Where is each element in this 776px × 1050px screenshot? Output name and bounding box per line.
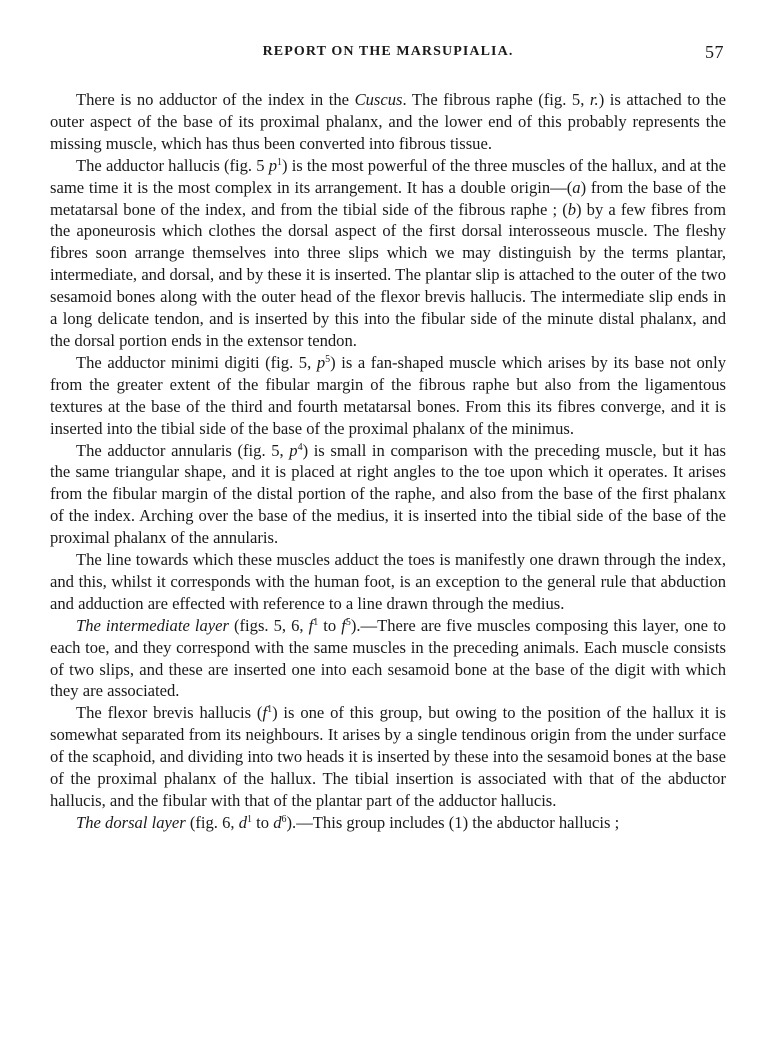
text-run: The flexor brevis hallucis (: [76, 703, 263, 723]
text-run: . The fibrous raphe (fig. 5,: [402, 90, 590, 109]
text-run: ) is the most powerful of the three muscles of the hallux, and at the same time it is the most complex in its arrangement. It has a double origin—(: [50, 155, 726, 197]
page-number: 57: [705, 42, 724, 62]
paragraph-adductor-minimi-digiti: [50, 352, 726, 440]
superscript: 1: [267, 704, 273, 716]
text-run: ) is one of this group, but owing to the position of the hallux it is somewhat separated from its neighbours. It arises by a single tendinous origin from the under surface of the scaphoid, and dividing into two heads it is inserted by these into the sesamoid bones at the base of the proximal phalanx of the hallux. The tibial insertion is associated with that of the abductor hallucis, and the fibular with that of the plantar part of the adductor hallucis.: [50, 703, 726, 810]
text-run: ) is small in comparison with the preceding muscle, but it has the same triangular shape, and it is placed at right angles to the toe upon which it operates. It arises from the fibular margin of the distal portion of the raphe, and also from the base of the first phalanx of the index. Arching over the base of the medius, it is inserted into the tibial side of the base of the proximal phalanx of the annularis.: [50, 440, 726, 548]
book-page: [50, 0, 726, 1050]
text-run: (fig. 6,: [185, 812, 239, 832]
figure-label: f: [262, 703, 268, 723]
running-title: REPORT ON THE MARSUPIALIA.: [262, 44, 514, 59]
text-run: ) from the base of the metatarsal bone of the index, and from the tibial side of the fibrous raphe ; (: [50, 177, 726, 219]
superscript: 6: [281, 813, 287, 825]
text-run: ) is a fan-shaped muscle which arises by its base not only from the greater extent of the fibular margin of the fibrous raphe but also from the ligamentous textures at the base of the third and fourth metatarsal bones. From this its fibres converge, and it is inserted into the tibial side of the base of the proximal phalanx of the minimus.: [50, 352, 726, 438]
body-text: [50, 89, 726, 834]
figure-label: d: [238, 812, 247, 832]
paragraph-intermediate-layer: [50, 615, 726, 703]
text-run: There is no adductor of the index in the: [76, 90, 355, 109]
paragraph-adduction-line: [50, 549, 726, 615]
figure-label: f: [308, 615, 314, 635]
figure-label: r.: [589, 90, 599, 109]
superscript: 1: [247, 813, 252, 825]
text-run: (figs. 5, 6,: [228, 615, 309, 635]
list-marker: a: [572, 177, 581, 197]
text-run: The adductor minimi digiti (fig. 5,: [76, 352, 317, 372]
paragraph-adductor-hallucis: [50, 155, 726, 352]
italic-term: Cuscus: [354, 90, 403, 109]
paragraph-flexor-brevis-hallucis: [50, 702, 726, 812]
list-marker: b: [567, 199, 577, 219]
figure-label: p: [268, 155, 277, 175]
superscript: 5: [345, 616, 351, 628]
text-run: The adductor hallucis (fig. 5: [76, 155, 269, 175]
figure-label: p: [316, 352, 326, 372]
text-run: The line towards which these muscles adduct the toes is manifestly one drawn through the index, and this, whilst it corresponds with the human foot, is an exception to the general rule that abduction and adduction are effected with reference to a line drawn through the medius.: [50, 550, 726, 613]
paragraph-adductor-index: [50, 89, 726, 155]
superscript: 5: [325, 353, 331, 365]
text-run: ).—There are five muscles composing this layer, one to each toe, and they correspond with the same muscles in the preceding animals. Each muscle consists of two slips, and these are inserted one into each sesamoid bone at the base of the digit with which they are associated.: [50, 615, 726, 701]
running-head: [50, 44, 726, 66]
text-run: to: [252, 812, 274, 832]
text-run: The adductor annularis (fig. 5,: [76, 440, 290, 460]
superscript: 4: [297, 441, 303, 453]
text-run: ).—This group includes (1) the abductor hallucis ;: [286, 812, 620, 832]
paragraph-dorsal-layer: [50, 812, 726, 834]
figure-label: f: [341, 615, 346, 635]
text-run: ) is attached to the outer aspect of the base of its proximal phalanx, and the lower end of this probably represents the missing muscle, which has thus been converted into fibrous tissue.: [50, 90, 726, 153]
superscript: 1: [313, 616, 319, 628]
section-heading: The dorsal layer: [76, 812, 186, 832]
figure-label: p: [289, 440, 298, 460]
paragraph-adductor-annularis: [50, 440, 726, 550]
text-run: to: [318, 615, 342, 635]
section-heading: The intermediate layer: [76, 615, 229, 635]
text-run: ) by a few fibres from the aponeurosis which clothes the dorsal aspect of the first dorsal interosseous muscle. The fleshy fibres soon arrange themselves into three slips which we may distinguish by the terms plantar, intermediate, and dorsal, and by these it is inserted. The plantar slip is attached to the outer of the two sesamoid bones along with the outer head of the flexor brevis hallucis. The intermediate slip ends in a long delicate tendon, and is inserted by this into the fibular side of the minute distal phalanx, and the dorsal portion ends in the extensor tendon.: [50, 199, 726, 350]
figure-label: d: [273, 812, 282, 832]
superscript: 1: [277, 156, 282, 168]
